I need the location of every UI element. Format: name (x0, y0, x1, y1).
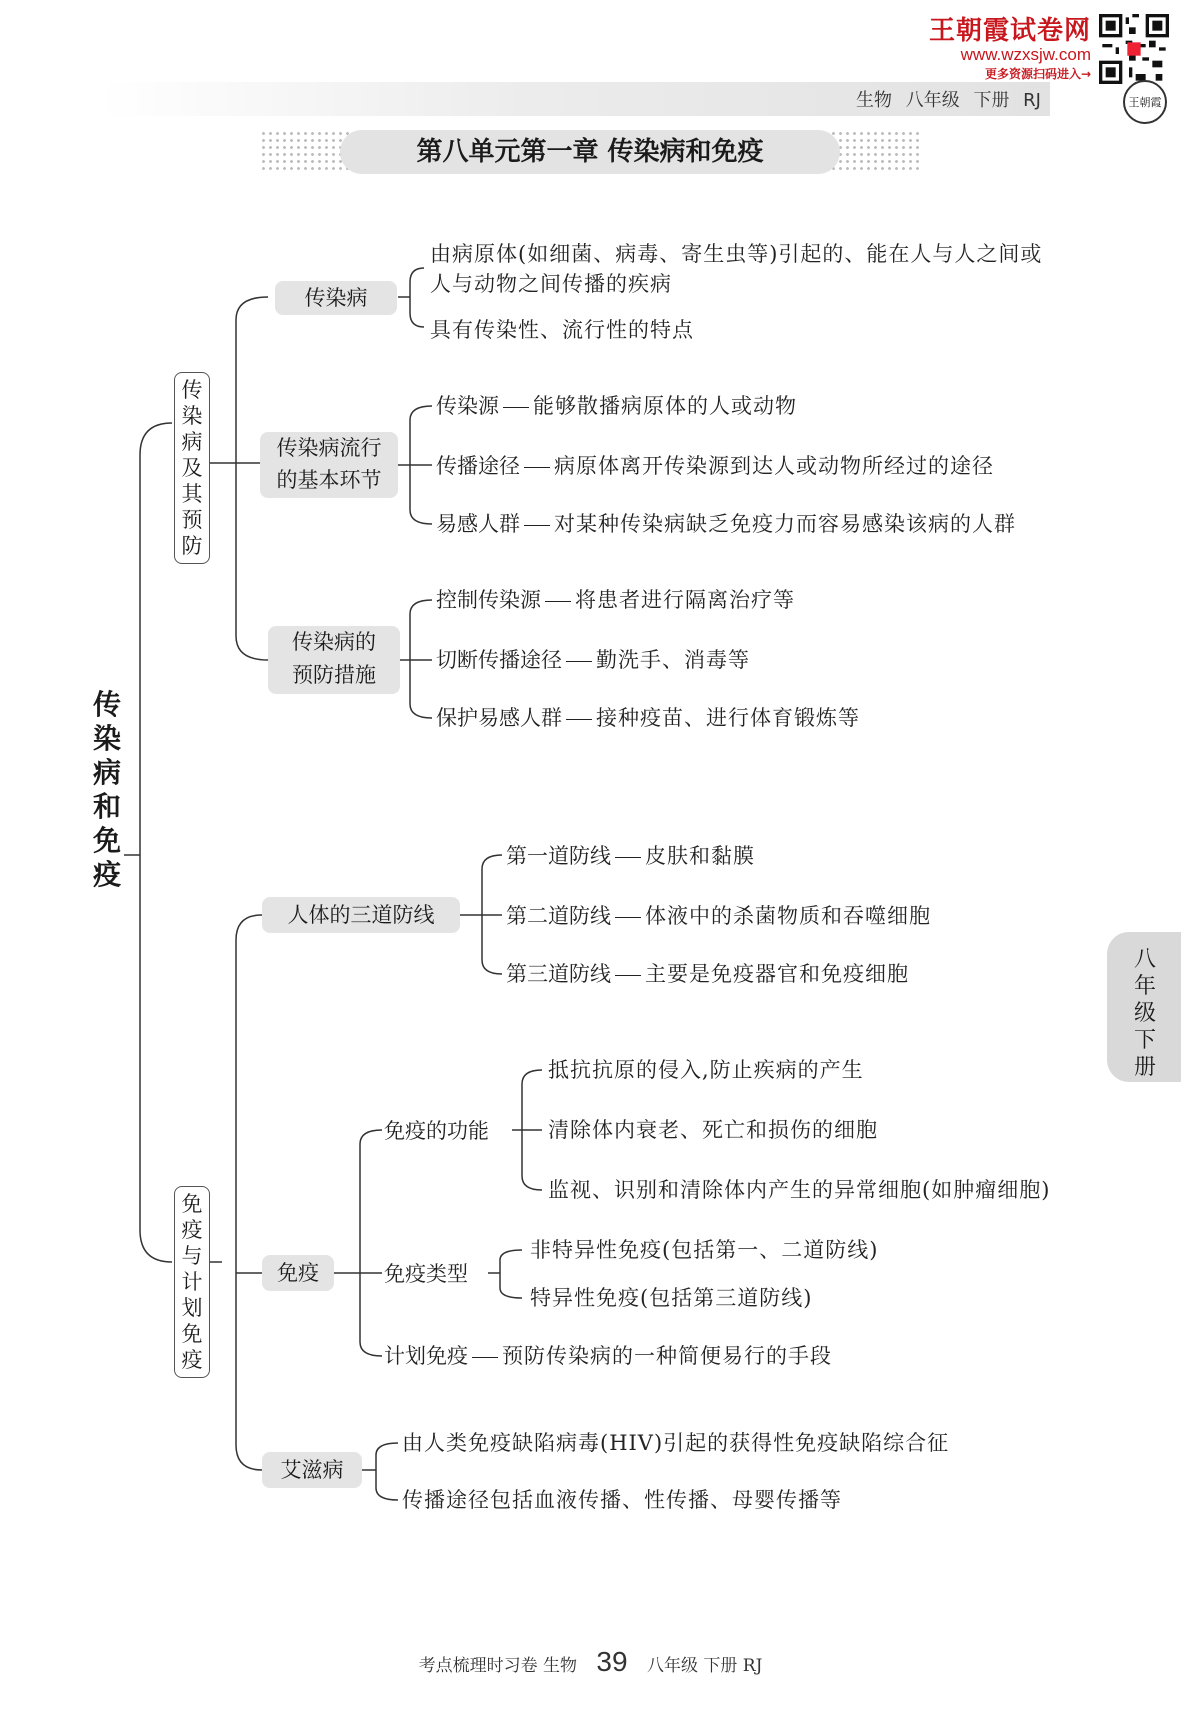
leaf-characteristics: 具有传染性、流行性的特点 (430, 318, 694, 342)
leaf-first-defense: 第一道防线 皮肤和黏膜 (506, 844, 755, 868)
footer-right: 八年级 下册 RJ (646, 1656, 763, 1676)
page-number: 39 (596, 1646, 628, 1677)
leaf-type-specific: 特异性免疫(包括第三道防线) (530, 1286, 813, 1310)
footer-left: 考点梳理时习卷 生物 (418, 1656, 577, 1676)
sub-immune-function: 免疫的功能 (384, 1119, 489, 1143)
leaf-protect-susceptible: 保护易感人群 接种疫苗、进行体育锻炼等 (436, 706, 860, 730)
node-three-defenses: 人体的三道防线 (262, 897, 460, 933)
leaf-definition-2: 人与动物之间传播的疾病 (430, 272, 672, 296)
node-transmission-links: 传染病流行 的基本环节 (260, 432, 398, 498)
seal-logo: 王朝霞 (1123, 80, 1167, 124)
brand-title: 王朝霞试卷网 (928, 16, 1091, 46)
leaf-source: 传染源 能够散播病原体的人或动物 (436, 394, 797, 418)
leaf-definition-1: 由病原体(如细菌、病毒、寄生虫等)引起的、能在人与人之间或 (430, 242, 1043, 266)
leaf-control-source: 控制传染源 将患者进行隔离治疗等 (436, 588, 795, 612)
grade-side-tab: 八 年 级 下 册 (1107, 932, 1181, 1082)
leaf-second-defense: 第二道防线 体液中的杀菌物质和吞噬细胞 (506, 904, 931, 928)
leaf-function-1: 抵抗抗原的侵入,防止疾病的产生 (548, 1058, 864, 1082)
leaf-susceptible: 易感人群 对某种传染病缺乏免疫力而容易感染该病的人群 (436, 512, 1016, 536)
sub-immune-type: 免疫类型 (384, 1262, 468, 1286)
brand-cta: 更多资源扫码进入→ (984, 67, 1091, 81)
branch-immunity: 免 疫 与 计 划 免 疫 (174, 1186, 210, 1378)
chapter-title: 第八单元第一章 传染病和免疫 (340, 130, 840, 174)
root-title: 传 染 病 和 免 疫 (92, 688, 121, 891)
leaf-cut-route: 切断传播途径 勤洗手、消毒等 (436, 648, 750, 672)
leaf-function-3: 监视、识别和清除体内产生的异常细胞(如肿瘤细胞) (548, 1178, 1051, 1202)
leaf-type-nonspecific: 非特异性免疫(包括第一、二道防线) (530, 1238, 879, 1262)
brand-url[interactable]: www.wzxsjw.com (960, 45, 1091, 64)
leaf-function-2: 清除体内衰老、死亡和损伤的细胞 (548, 1118, 878, 1142)
node-prevention-measures: 传染病的 预防措施 (268, 626, 400, 694)
page-footer (0, 1646, 1181, 1678)
node-immunity: 免疫 (262, 1255, 334, 1291)
leaf-aids-transmission: 传播途径包括血液传播、性传播、母婴传播等 (402, 1488, 842, 1512)
node-aids: 艾滋病 (262, 1452, 362, 1488)
leaf-third-defense: 第三道防线 主要是免疫器官和免疫细胞 (506, 962, 909, 986)
node-infectious-disease: 传染病 (275, 281, 397, 315)
leaf-aids-cause: 由人类免疫缺陷病毒(HIV)引起的获得性免疫缺陷综合征 (402, 1431, 950, 1455)
branch-prevention: 传 染 病 及 其 预 防 (174, 372, 210, 564)
subject-line: 生物 八年级 下册 RJ (856, 90, 1041, 111)
leaf-planned-immunization: 计划免疫 预防传染病的一种简便易行的手段 (384, 1344, 832, 1368)
leaf-route: 传播途径 病原体离开传染源到达人或动物所经过的途径 (436, 454, 994, 478)
